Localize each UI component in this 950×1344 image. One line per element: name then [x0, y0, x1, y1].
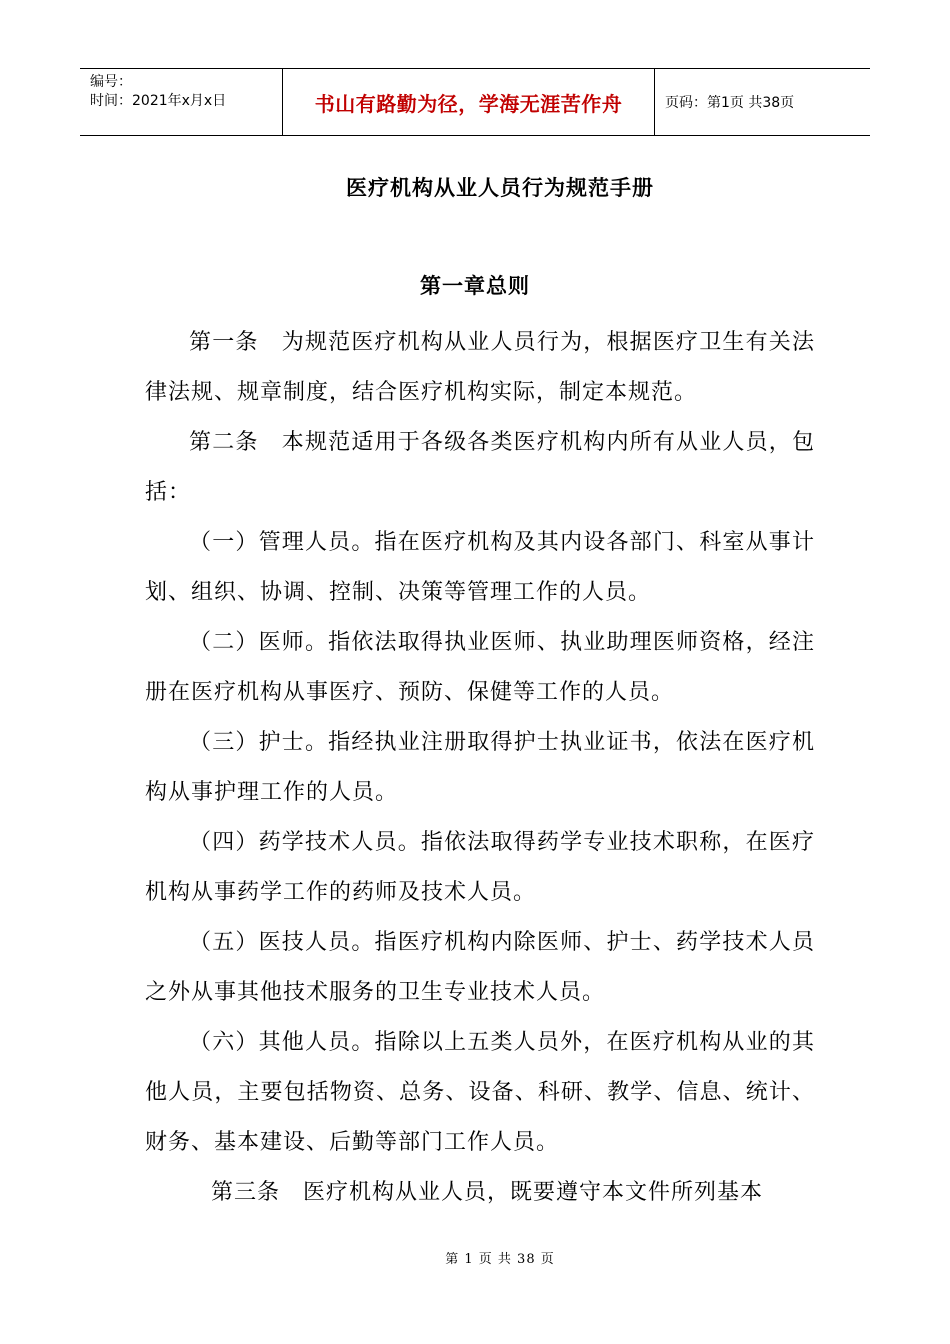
document-body: [145, 318, 815, 1218]
chapter-title: 第一章总则: [420, 274, 530, 298]
paragraph-article-1: 第一条 为规范医疗机构从业人员行为，根据医疗卫生有关法律法规、规章制度，结合医疗机构实际，制定本规范。: [145, 330, 815, 405]
header-motto: 书山有路勤为径，学海无涯苦作舟: [314, 91, 623, 116]
paragraph-item-5: （五）医技人员。指医疗机构内除医师、护士、药学技术人员之外从事其他技术服务的卫生专业技术人员。: [145, 930, 815, 1005]
paragraph-item-1: （一）管理人员。指在医疗机构及其内设各部门、科室从事计划、组织、协调、控制、决策等管理工作的人员。: [145, 530, 815, 605]
time-label: 时间：2021年x月x日: [90, 93, 227, 109]
paragraph-item-6: （六）其他人员。指除以上五类人员外，在医疗机构从业的其他人员，主要包括物资、总务、设备、科研、教学、信息、统计、财务、基本建设、后勤等部门工作人员。: [145, 1030, 815, 1155]
paragraph-item-4: （四）药学技术人员。指依法取得药学专业技术职称，在医疗机构从事药学工作的药师及技术人员。: [145, 830, 815, 905]
document-title: 医疗机构从业人员行为规范手册: [346, 176, 654, 200]
paragraph-article-3: 第三条 医疗机构从业人员，既要遵守本文件所列基本: [211, 1180, 764, 1205]
paragraph-item-3: （三）护士。指经执业注册取得护士执业证书，依法在医疗机构从事护理工作的人员。: [145, 730, 815, 805]
page-footer: 第 1 页 共 38 页: [445, 1252, 555, 1267]
paragraph-article-2: 第二条 本规范适用于各级各类医疗机构内所有从业人员，包括：: [145, 430, 815, 505]
header-page-info: 页码：第1页 共38页: [665, 95, 795, 111]
serial-number-label: 编号：: [90, 74, 132, 90]
page-header: [80, 68, 870, 136]
header-meta: [80, 69, 282, 135]
paragraph-item-2: （二）医师。指依法取得执业医师、执业助理医师资格，经注册在医疗机构从事医疗、预防、保健等工作的人员。: [145, 630, 815, 705]
